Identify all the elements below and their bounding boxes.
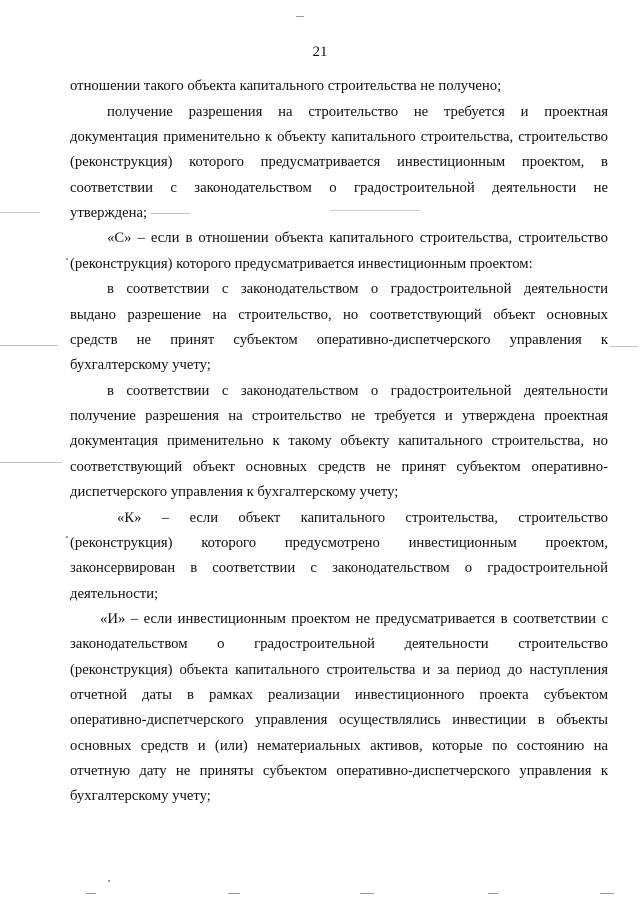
scan-noise (108, 880, 110, 882)
scan-noise (0, 345, 58, 346)
text-line: соответствующий объект основных средств не принят субъектом оперативно- (70, 459, 608, 475)
text-line: в соответствии с законодательством о градостроительной деятельности (107, 383, 608, 399)
scan-noise (330, 210, 420, 211)
text-line: средств не принят субъектом оперативно-диспетчерского управления к (70, 332, 608, 348)
text-line: «К» – если объект капитального строительства, строительство (117, 510, 608, 526)
text-line: получение разрешения на строительство не требуется и утверждена проектная (70, 408, 608, 424)
text-line: (реконструкция) которого предусмотрено инвестиционным проектом, (70, 535, 608, 551)
text-line: (реконструкция) которого предусматривается инвестиционным проектом, в (70, 154, 608, 170)
text-line: отношении такого объекта капитального строительства не получено; (70, 78, 502, 94)
scan-noise (488, 893, 498, 894)
text-line: законсервирован в соответствии с законодательством о градостроительной (70, 560, 608, 576)
text-line: получение разрешения на строительство не требуется и проектная (107, 104, 608, 120)
text-line: законодательством о градостроительной деятельности строительство (70, 636, 608, 652)
text-line: (реконструкция) которого предусматривается инвестиционным проектом: (70, 256, 533, 272)
scan-noise (600, 893, 614, 894)
scan-noise (0, 212, 40, 213)
text-line: деятельности; (70, 586, 159, 602)
text-line: оперативно-диспетчерского управления осуществлялись инвестиции в объекты (70, 712, 608, 728)
text-line: выдано разрешение на строительство, но соответствующий объект основных (70, 307, 608, 323)
scan-noise (610, 346, 638, 347)
text-line: бухгалтерскому учету; (70, 788, 211, 804)
scan-noise (150, 213, 190, 214)
text-line: соответствии с законодательством о градостроительной деятельности не (70, 180, 608, 196)
text-line: диспетчерского управления к бухгалтерскому учету; (70, 484, 399, 500)
text-line: бухгалтерскому учету; (70, 357, 211, 373)
scan-noise (228, 893, 240, 894)
text-line: документация применительно к объекту капитального строительства, строительство (70, 129, 608, 145)
text-line: (реконструкция) объекта капитального строительства и за период до наступления (70, 662, 608, 678)
text-line: утверждена; (70, 205, 148, 221)
scan-noise (360, 893, 374, 894)
text-line: отчетной даты в рамках реализации инвестиционного проекта субъектом (70, 687, 608, 703)
scan-noise (86, 893, 96, 894)
text-line: документация применительно к такому объекту капитального строительства, но (70, 433, 608, 449)
page-number: 21 (312, 44, 328, 60)
text-line: основных средств и (или) нематериальных активов, которые по состоянию на (70, 738, 608, 754)
text-line: отчетную дату не приняты субъектом оперативно-диспетчерского управления к (70, 763, 608, 779)
text-line: в соответствии с законодательством о градостроительной деятельности (107, 281, 608, 297)
text-line: «С» – если в отношении объекта капитального строительства, строительство (107, 230, 608, 246)
scan-noise (66, 258, 68, 260)
text-line: «И» – если инвестиционным проектом не предусматривается в соответствии с (100, 611, 608, 627)
scan-noise (0, 462, 62, 463)
scan-noise (66, 536, 68, 538)
scan-noise (296, 16, 304, 17)
